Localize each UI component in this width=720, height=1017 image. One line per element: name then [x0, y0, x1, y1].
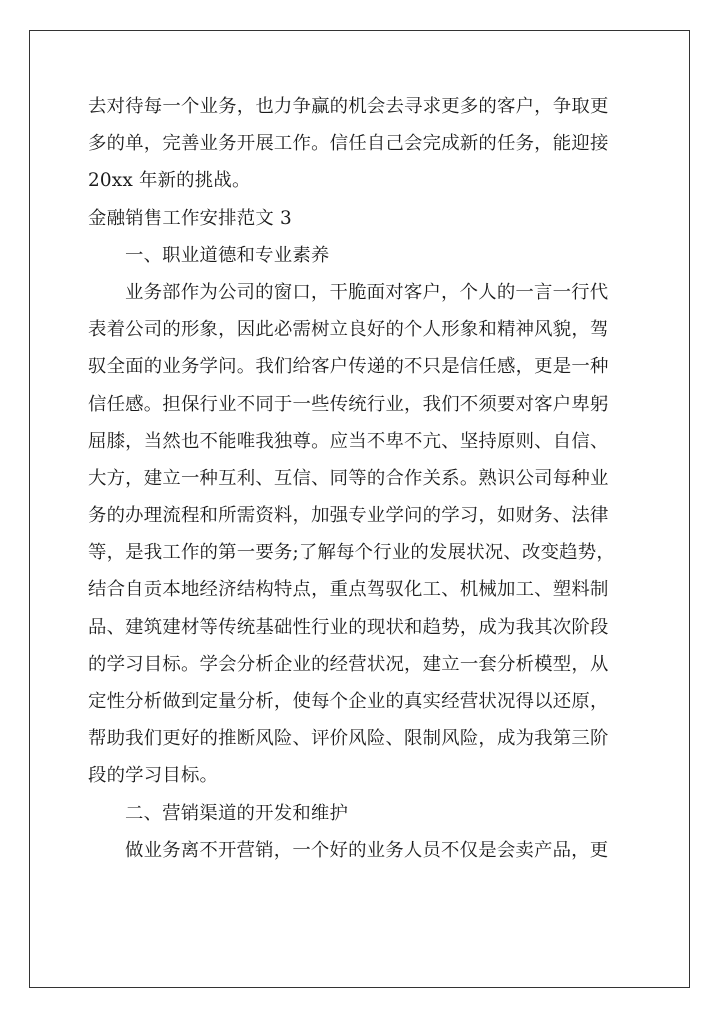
- text-line: 务的办理流程和所需资料，加强专业学问的学习，如财务、法律: [88, 505, 609, 527]
- text-line: 帮助我们更好的推断风险、评价风险、限制风险，成为我第三阶: [88, 728, 609, 750]
- document-body: [88, 88, 636, 869]
- text-line: 表着公司的形象，因此必需树立良好的个人形象和精神风貌，驾: [88, 319, 609, 341]
- text-line: 驭全面的业务学问。我们给客户传递的不只是信任感，更是一种: [88, 356, 609, 378]
- text-line: 定性分析做到定量分析，使每个企业的真实经营状况得以还原，: [88, 691, 609, 712]
- text-line: 信任感。担保行业不同于一些传统行业，我们不须要对客户卑躬: [88, 393, 609, 415]
- text-line: 去对待每一个业务，也力争赢的机会去寻求更多的客户，争取更: [88, 96, 609, 117]
- text-line: 品、建筑建材等传统基础性行业的现状和趋势，成为我其次阶段: [88, 616, 609, 638]
- text-line: 段的学习目标。: [88, 765, 219, 787]
- subsection-heading: 一、职业道德和专业素养: [125, 244, 330, 266]
- section-title: 金融销售工作安排范文 3: [88, 207, 292, 229]
- subsection-heading: 二、营销渠道的开发和维护: [125, 802, 349, 824]
- text-line: 大方，建立一种互利、互信、同等的合作关系。熟识公司每种业: [88, 467, 609, 489]
- text-line: 20xx 年新的挑战。: [88, 170, 251, 192]
- text-line: 等，是我工作的第一要务;了解每个行业的发展状况、改变趋势，: [88, 542, 615, 564]
- text-line: 业务部作为公司的窗口，干脆面对客户，个人的一言一行代: [125, 281, 609, 303]
- text-line: 的学习目标。学会分析企业的经营状况，建立一套分析模型，从: [88, 653, 609, 675]
- text-line: 多的单，完善业务开展工作。信任自己会完成新的任务，能迎接: [88, 133, 609, 155]
- text-line: 屈膝，当然也不能唯我独尊。应当不卑不亢、坚持原则、自信、: [88, 430, 609, 452]
- text-line: 做业务离不开营销，一个好的业务人员不仅是会卖产品，更: [125, 839, 609, 861]
- text-line: 结合自贡本地经济结构特点，重点驾驭化工、机械加工、塑料制: [88, 579, 609, 601]
